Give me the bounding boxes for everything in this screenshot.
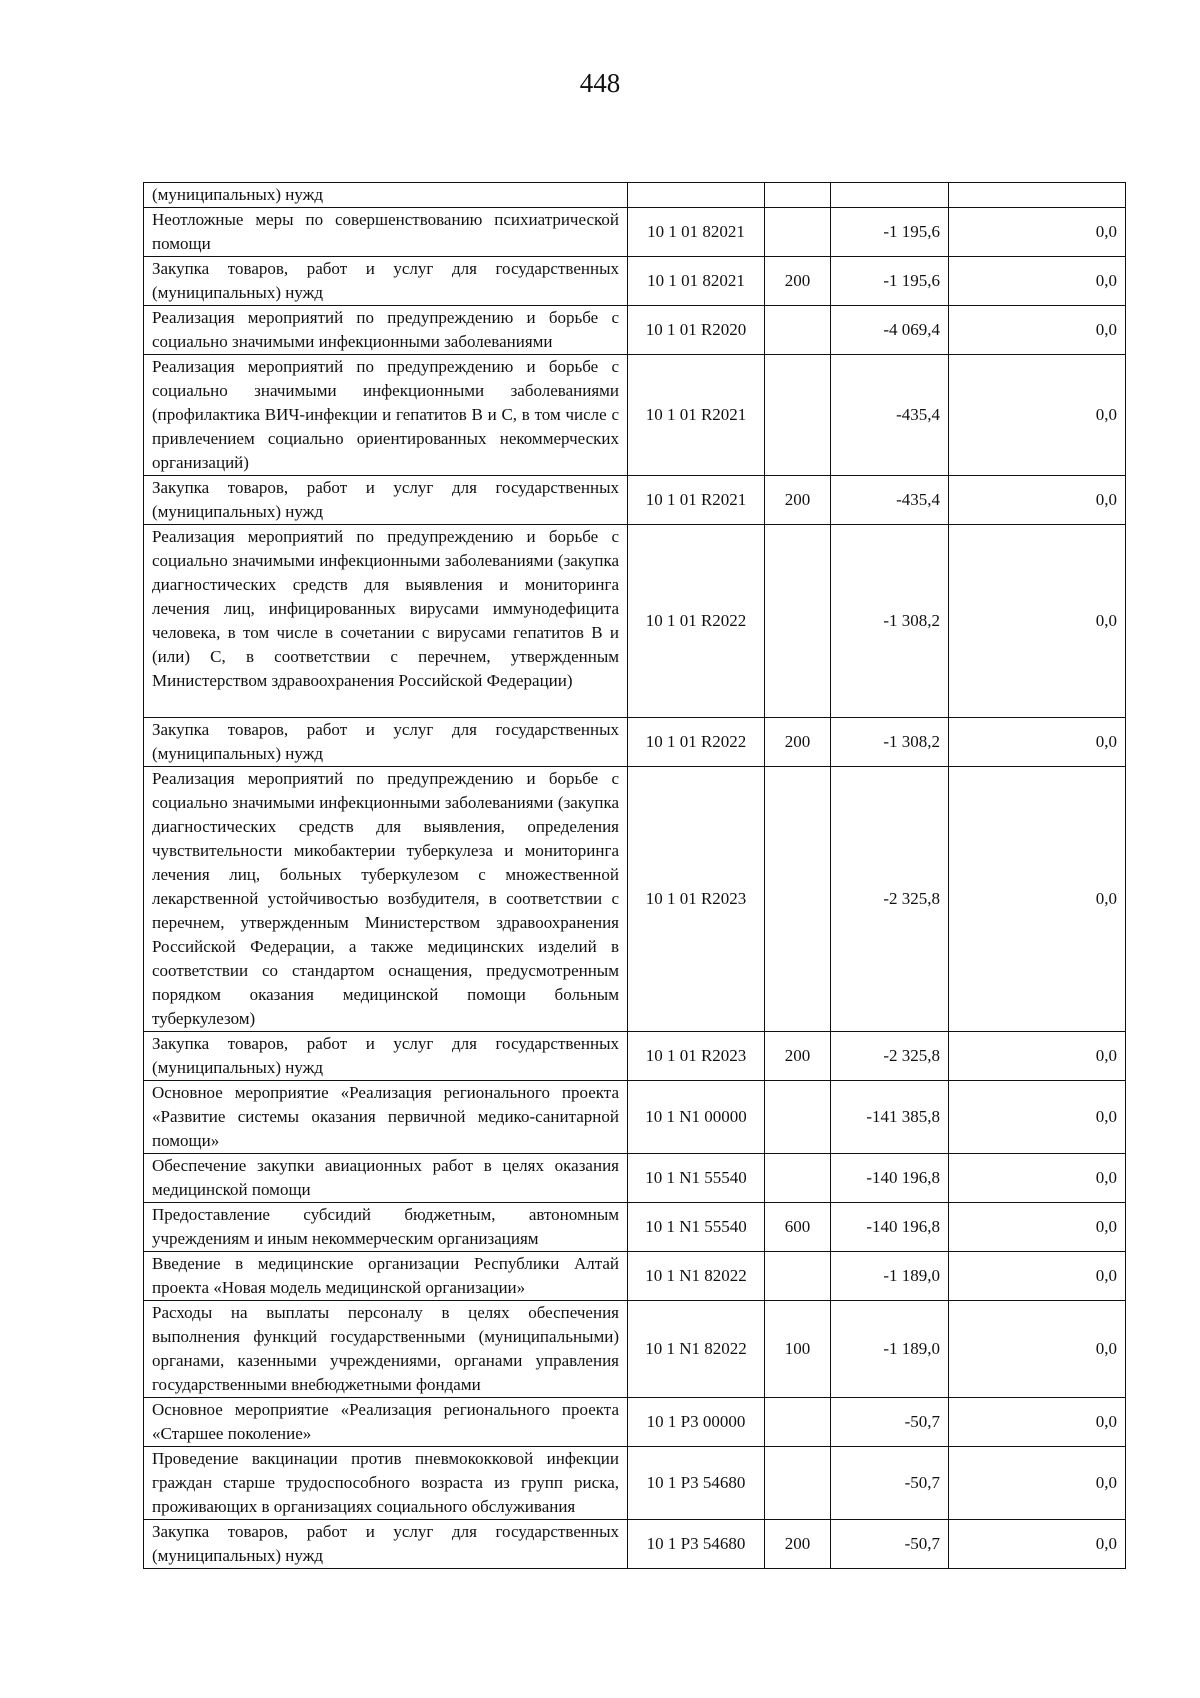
row-amount-cell [831, 183, 949, 208]
row-expense-type-cell: 200 [765, 257, 831, 306]
row-code-cell: 10 1 N1 82022 [628, 1252, 765, 1301]
row-amount-2-cell: 0,0 [949, 1252, 1126, 1301]
row-expense-type-cell [765, 1252, 831, 1301]
row-amount-cell: -140 196,8 [831, 1203, 949, 1252]
row-expense-type-cell [765, 1398, 831, 1447]
row-amount-2-cell: 0,0 [949, 1154, 1126, 1203]
table-row [144, 1301, 1126, 1398]
row-code-cell: 10 1 N1 55540 [628, 1154, 765, 1203]
row-expense-type-cell: 600 [765, 1203, 831, 1252]
row-name-cell: Основное мероприятие «Реализация регионального проекта «Развитие системы оказания первичной медико-санитарной помощи» [144, 1081, 628, 1154]
row-name-cell: Закупка товаров, работ и услуг для государственных (муниципальных) нужд [144, 476, 628, 525]
table-row [144, 476, 1126, 525]
row-amount-2-cell: 0,0 [949, 1520, 1126, 1569]
table-row [144, 1520, 1126, 1569]
row-amount-cell: -2 325,8 [831, 1032, 949, 1081]
row-name-cell: Закупка товаров, работ и услуг для государственных (муниципальных) нужд [144, 718, 628, 767]
row-amount-2-cell: 0,0 [949, 208, 1126, 257]
row-code-cell: 10 1 01 R2021 [628, 355, 765, 476]
row-amount-2-cell: 0,0 [949, 1032, 1126, 1081]
row-code-cell: 10 1 01 R2022 [628, 718, 765, 767]
row-name-cell: Реализация мероприятий по предупреждению и борьбе с социально значимыми инфекционными заболеваниями (профилактика ВИЧ-инфекции и гепатитов В и С, в том числе с привлечением социально ориентированных некоммерческих организаций) [144, 355, 628, 476]
row-name-cell: Закупка товаров, работ и услуг для государственных (муниципальных) нужд [144, 1032, 628, 1081]
row-amount-cell: -4 069,4 [831, 306, 949, 355]
table-row [144, 355, 1126, 476]
row-name-cell: (муниципальных) нужд [144, 183, 628, 208]
row-expense-type-cell [765, 1447, 831, 1520]
row-code-cell: 10 1 N1 82022 [628, 1301, 765, 1398]
row-expense-type-cell: 200 [765, 1032, 831, 1081]
row-amount-2-cell: 0,0 [949, 476, 1126, 525]
row-amount-cell: -50,7 [831, 1520, 949, 1569]
table-row [144, 1032, 1126, 1081]
row-name-cell: Закупка товаров, работ и услуг для государственных (муниципальных) нужд [144, 1520, 628, 1569]
row-name-cell: Реализация мероприятий по предупреждению и борьбе с социально значимыми инфекционными заболеваниями (закупка диагностических средств для выявления, определения чувствительности микобактерии туберкулеза и мониторинга лечения лиц, больных туберкулезом с множественной лекарственной устойчивостью возбудителя, в соответствии с перечнем, утвержденным Министерством здравоохранения Российской Федерации, а также медицинских изделий в соответствии со стандартом оснащения, предусмотренным порядком оказания медицинской помощи больным туберкулезом) [144, 767, 628, 1032]
row-expense-type-cell [765, 355, 831, 476]
row-amount-2-cell: 0,0 [949, 525, 1126, 718]
table-row [144, 1447, 1126, 1520]
row-code-cell: 10 1 01 82021 [628, 257, 765, 306]
row-code-cell: 10 1 N1 55540 [628, 1203, 765, 1252]
row-expense-type-cell [765, 208, 831, 257]
row-amount-2-cell: 0,0 [949, 767, 1126, 1032]
table-row [144, 1154, 1126, 1203]
row-amount-cell: -1 308,2 [831, 525, 949, 718]
row-code-cell: 10 1 01 R2020 [628, 306, 765, 355]
row-code-cell: 10 1 N1 00000 [628, 1081, 765, 1154]
row-amount-cell: -1 195,6 [831, 257, 949, 306]
table-row [144, 1081, 1126, 1154]
row-expense-type-cell [765, 306, 831, 355]
row-expense-type-cell [765, 767, 831, 1032]
table-row [144, 306, 1126, 355]
row-amount-cell: -435,4 [831, 355, 949, 476]
page-number: 448 [579, 68, 621, 98]
row-expense-type-cell: 200 [765, 718, 831, 767]
row-amount-2-cell [949, 183, 1126, 208]
table-row [144, 257, 1126, 306]
row-amount-cell: -1 189,0 [831, 1301, 949, 1398]
table-row [144, 718, 1126, 767]
row-amount-2-cell: 0,0 [949, 1447, 1126, 1520]
row-name-cell: Основное мероприятие «Реализация регионального проекта «Старшее поколение» [144, 1398, 628, 1447]
row-code-cell: 10 1 01 R2022 [628, 525, 765, 718]
row-expense-type-cell: 100 [765, 1301, 831, 1398]
row-code-cell [628, 183, 765, 208]
table-row [144, 767, 1126, 1032]
table-row [144, 1252, 1126, 1301]
row-expense-type-cell [765, 1154, 831, 1203]
row-amount-cell: -50,7 [831, 1398, 949, 1447]
row-amount-2-cell: 0,0 [949, 1081, 1126, 1154]
row-amount-2-cell: 0,0 [949, 718, 1126, 767]
budget-table [143, 182, 1126, 1569]
row-amount-2-cell: 0,0 [949, 306, 1126, 355]
row-name-cell: Предоставление субсидий бюджетным, автономным учреждениям и иным некоммерческим организациям [144, 1203, 628, 1252]
row-name-cell: Обеспечение закупки авиационных работ в целях оказания медицинской помощи [144, 1154, 628, 1203]
row-name-cell: Закупка товаров, работ и услуг для государственных (муниципальных) нужд [144, 257, 628, 306]
row-code-cell: 10 1 01 R2021 [628, 476, 765, 525]
row-code-cell: 10 1 01 R2023 [628, 1032, 765, 1081]
row-code-cell: 10 1 P3 00000 [628, 1398, 765, 1447]
row-amount-cell: -2 325,8 [831, 767, 949, 1032]
row-code-cell: 10 1 P3 54680 [628, 1447, 765, 1520]
row-name-cell: Реализация мероприятий по предупреждению и борьбе с социально значимыми инфекционными заболеваниями [144, 306, 628, 355]
row-amount-2-cell: 0,0 [949, 1398, 1126, 1447]
row-amount-cell: -1 189,0 [831, 1252, 949, 1301]
row-name-cell: Расходы на выплаты персоналу в целях обеспечения выполнения функций государственными (муниципальными) органами, казенными учреждениями, органами управления государственными внебюджетными фондами [144, 1301, 628, 1398]
table-row [144, 208, 1126, 257]
row-amount-cell: -1 195,6 [831, 208, 949, 257]
row-amount-2-cell: 0,0 [949, 355, 1126, 476]
row-name-cell: Реализация мероприятий по предупреждению и борьбе с социально значимыми инфекционными заболеваниями (закупка диагностических средств для выявления и мониторинга лечения лиц, инфицированных вирусами иммунодефицита человека, в том числе в сочетании с вирусами гепатитов В и (или) С, в соответствии с перечнем, утвержденным Министерством здравоохранения Российской Федерации) [144, 525, 628, 718]
row-expense-type-cell [765, 1081, 831, 1154]
row-amount-2-cell: 0,0 [949, 1203, 1126, 1252]
row-code-cell: 10 1 01 R2023 [628, 767, 765, 1032]
row-amount-2-cell: 0,0 [949, 1301, 1126, 1398]
row-expense-type-cell: 200 [765, 1520, 831, 1569]
row-name-cell: Введение в медицинские организации Республики Алтай проекта «Новая модель медицинской организации» [144, 1252, 628, 1301]
row-amount-cell: -435,4 [831, 476, 949, 525]
row-code-cell: 10 1 P3 54680 [628, 1520, 765, 1569]
row-amount-cell: -1 308,2 [831, 718, 949, 767]
row-amount-cell: -140 196,8 [831, 1154, 949, 1203]
table-row [144, 183, 1126, 208]
row-expense-type-cell: 200 [765, 476, 831, 525]
table-row [144, 1398, 1126, 1447]
row-amount-cell: -50,7 [831, 1447, 949, 1520]
row-name-cell: Проведение вакцинации против пневмококковой инфекции граждан старше трудоспособного возраста из групп риска, проживающих в организациях социального обслуживания [144, 1447, 628, 1520]
row-expense-type-cell [765, 183, 831, 208]
row-name-cell: Неотложные меры по совершенствованию психиатрической помощи [144, 208, 628, 257]
row-expense-type-cell [765, 525, 831, 718]
row-amount-cell: -141 385,8 [831, 1081, 949, 1154]
row-code-cell: 10 1 01 82021 [628, 208, 765, 257]
table-row [144, 525, 1126, 718]
table-row [144, 1203, 1126, 1252]
row-amount-2-cell: 0,0 [949, 257, 1126, 306]
